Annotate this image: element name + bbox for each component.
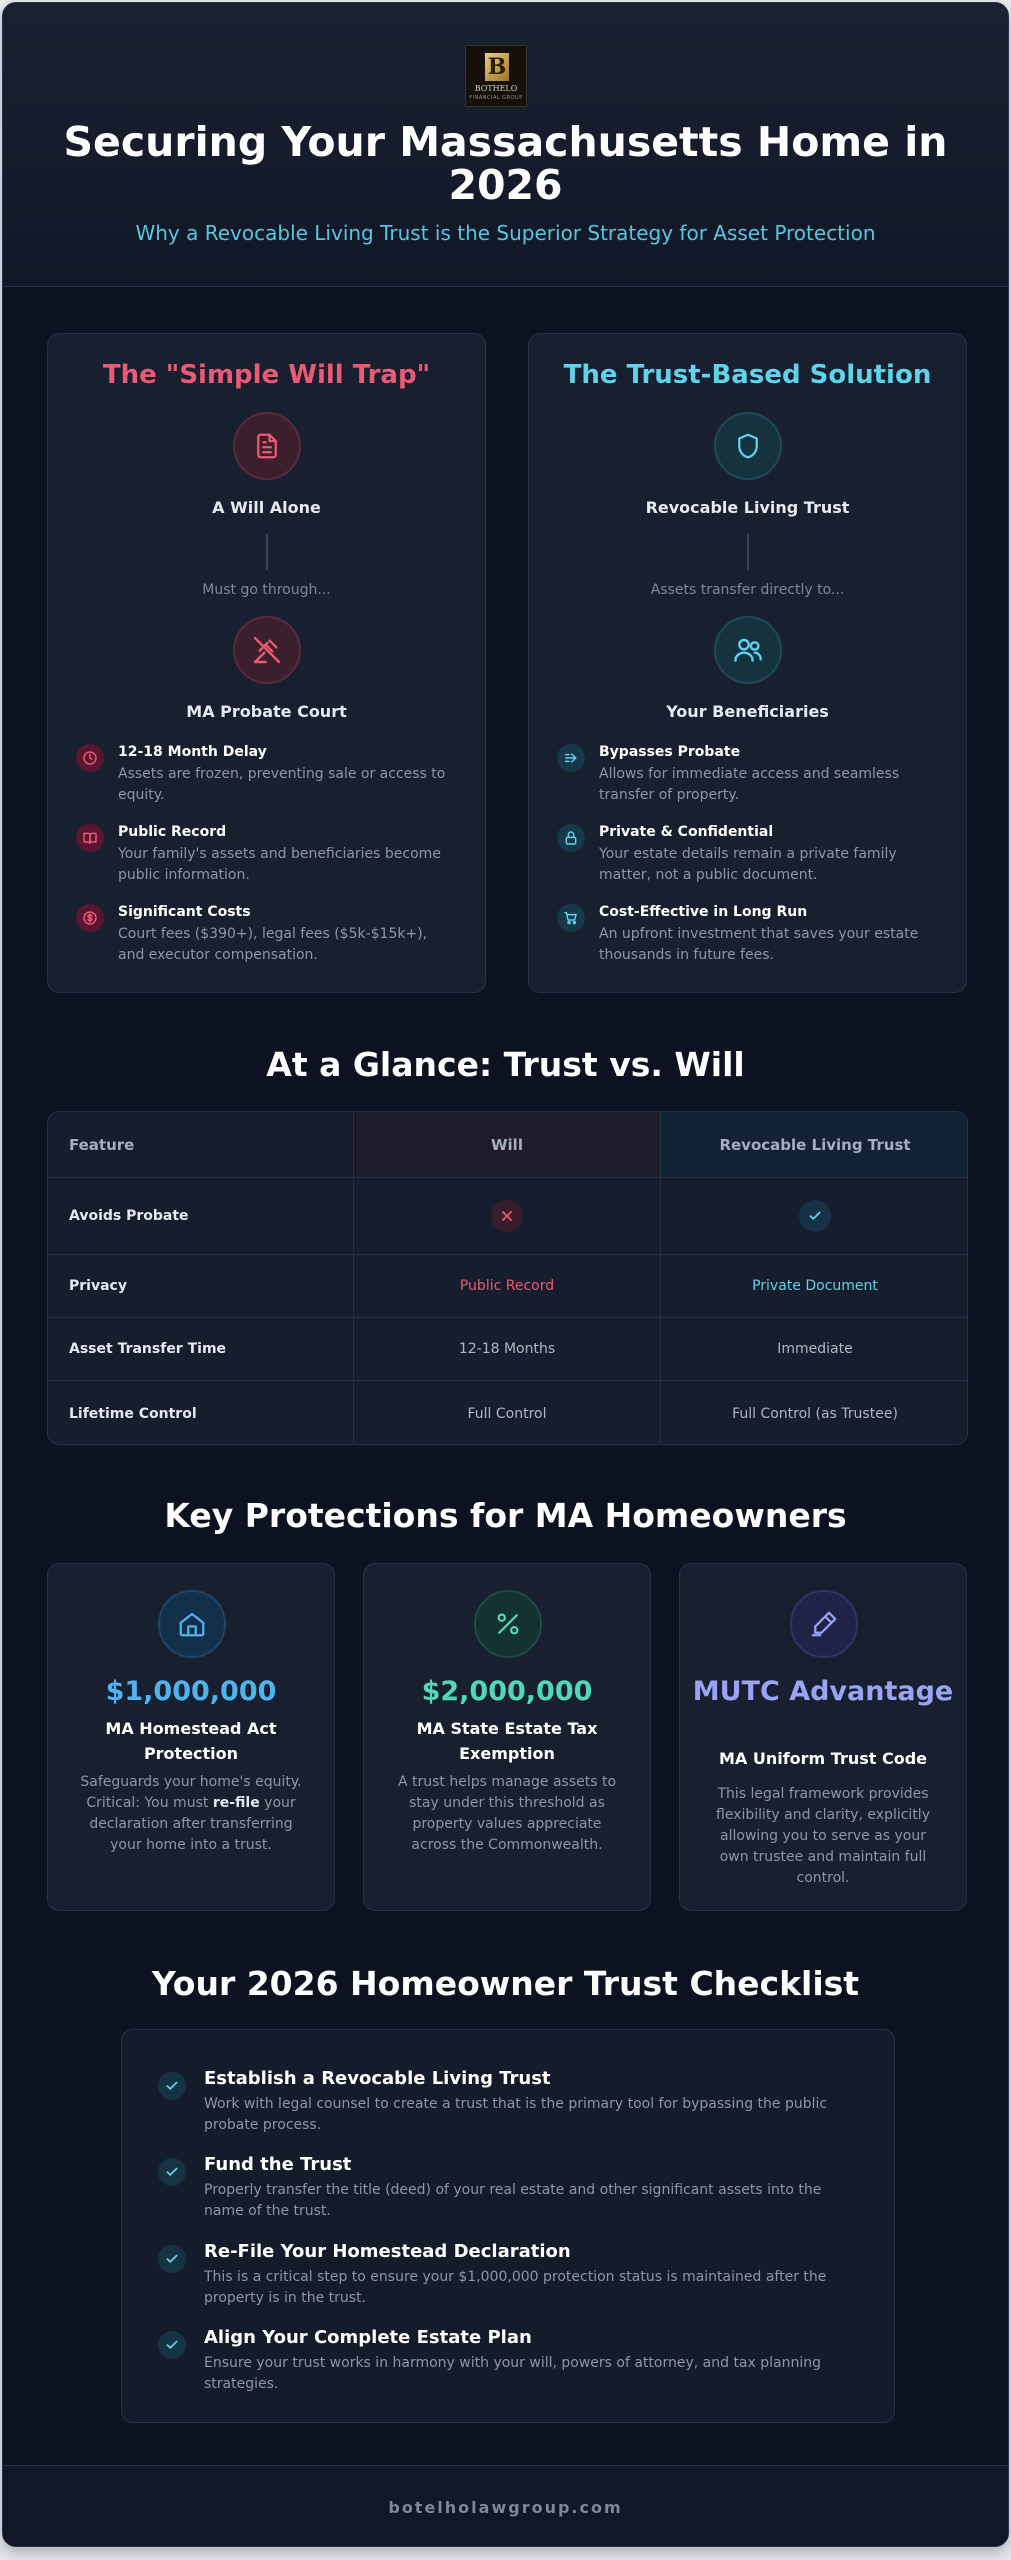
feature-cell: Privacy <box>48 1255 354 1317</box>
logo-tagline: FINANCIAL GROUP <box>469 95 523 101</box>
desc-text: Safeguards your home's equity. Critical: You must <box>80 1774 302 1811</box>
trust-point <box>557 824 938 894</box>
will-point-title: Significant Costs <box>118 904 251 920</box>
trust-cell: Full Control (as Trustee) <box>732 1405 898 1422</box>
arrow-right-icon <box>557 744 585 772</box>
protection-desc <box>76 1772 306 1856</box>
will-cell: 12-18 Months <box>354 1318 661 1380</box>
protection-desc: This legal framework provides flexibility and clarity, explicitly allowing you to serve as your own trustee and maintain full control. <box>716 1786 930 1886</box>
book-icon <box>76 824 104 852</box>
protection-value: $1,000,000 <box>105 1676 277 1707</box>
estate-tax-card <box>363 1563 651 1911</box>
trust-checklist <box>121 2029 895 2423</box>
will-point <box>76 824 457 894</box>
table-header-row <box>48 1112 967 1178</box>
checklist-item-title: Align Your Complete Estate Plan <box>204 2327 532 2348</box>
will-point-title: 12-18 Month Delay <box>118 744 267 760</box>
will-card-title: The "Simple Will Trap" <box>102 360 431 390</box>
will-cell: Full Control <box>354 1381 661 1445</box>
table-row <box>48 1318 967 1381</box>
check-icon <box>158 2245 186 2273</box>
will-end-label: MA Probate Court <box>186 702 347 721</box>
logo-name: BOTHELO <box>474 84 518 93</box>
trust-solution-card <box>528 333 967 993</box>
checklist-item-title: Re-File Your Homestead Declaration <box>204 2241 571 2262</box>
checklist-item-desc: Properly transfer the title (deed) of your real estate and other significant assets into the name of the trust. <box>204 2182 822 2219</box>
table-row <box>48 1255 967 1318</box>
home-icon <box>158 1590 226 1658</box>
clock-icon <box>76 744 104 772</box>
checklist-item-title: Fund the Trust <box>204 2154 352 2175</box>
feature-cell: Lifetime Control <box>48 1381 354 1445</box>
company-logo <box>465 45 527 107</box>
column-header-will: Will <box>354 1112 661 1177</box>
trust-point-title: Cost-Effective in Long Run <box>599 904 808 920</box>
will-point-desc: Assets are frozen, preventing sale or access to equity. <box>118 766 446 803</box>
trust-point-title: Bypasses Probate <box>599 744 741 760</box>
will-point-desc: Court fees ($390+), legal fees ($5k-$15k+), and executor compensation. <box>118 926 428 963</box>
checklist-item-title: Establish a Revocable Living Trust <box>204 2068 551 2089</box>
desc-text: your declaration after transferring your home into a trust. <box>89 1795 296 1853</box>
users-icon <box>714 616 782 684</box>
mutc-card <box>679 1563 967 1911</box>
will-point <box>76 744 457 814</box>
will-point-desc: Your family's assets and beneficiaries become public information. <box>118 846 441 883</box>
protection-value: MUTC Advantage <box>692 1676 954 1707</box>
footer-website-link[interactable]: botelholawgroup.com <box>388 2498 623 2517</box>
glance-heading: At a Glance: Trust vs. Will <box>266 1045 745 1084</box>
page-title: Securing Your Massachusetts Home in 2026 <box>63 118 948 209</box>
check-icon <box>799 1200 831 1232</box>
page-subtitle: Why a Revocable Living Trust is the Superior Strategy for Asset Protection <box>135 221 876 245</box>
desc-emphasis: re-file <box>212 1795 260 1811</box>
checklist-item-desc: Work with legal counsel to create a trust that is the primary tool for bypassing the public probate process. <box>204 2096 828 2133</box>
dollar-icon <box>76 904 104 932</box>
will-trap-card <box>47 333 486 993</box>
will-start-label: A Will Alone <box>212 498 321 517</box>
trust-cell: Private Document <box>752 1278 878 1294</box>
will-point <box>76 904 457 974</box>
logo-letter: B <box>485 53 509 81</box>
trust-point-title: Private & Confidential <box>599 824 774 840</box>
document-icon <box>233 412 301 480</box>
column-header-trust: Revocable Living Trust <box>661 1112 968 1177</box>
trust-card-title: The Trust-Based Solution <box>563 360 932 390</box>
trust-cell: Immediate <box>777 1341 853 1357</box>
table-row <box>48 1178 967 1255</box>
protection-desc: A trust helps manage assets to stay under this threshold as property values appreciate across the Commonwealth. <box>397 1774 617 1853</box>
trust-point <box>557 744 938 814</box>
cart-icon <box>557 904 585 932</box>
protections-heading: Key Protections for MA Homeowners <box>164 1496 847 1535</box>
checklist-item <box>158 2327 858 2403</box>
check-icon <box>158 2158 186 2186</box>
will-cell <box>354 1178 661 1254</box>
checklist-item <box>158 2154 858 2230</box>
flow-connector <box>747 534 749 570</box>
checklist-item <box>158 2068 858 2144</box>
gavel-icon <box>233 616 301 684</box>
column-header-feature: Feature <box>48 1112 354 1177</box>
homestead-card <box>47 1563 335 1911</box>
cross-icon <box>491 1200 523 1232</box>
checklist-item-desc: Ensure your trust works in harmony with your will, powers of attorney, and tax planning strategies. <box>204 2355 821 2392</box>
page-header <box>3 3 1008 287</box>
lock-icon <box>557 824 585 852</box>
trust-connector-text: Assets transfer directly to... <box>650 582 845 598</box>
feature-cell: Avoids Probate <box>48 1178 354 1254</box>
trust-end-label: Your Beneficiaries <box>666 702 829 721</box>
trust-point-desc: An upfront investment that saves your estate thousands in future fees. <box>599 926 919 963</box>
checklist-item <box>158 2241 858 2317</box>
percent-icon <box>474 1590 542 1658</box>
feature-cell: Asset Transfer Time <box>48 1318 354 1380</box>
comparison-table <box>47 1111 968 1445</box>
shield-icon <box>714 412 782 480</box>
check-icon <box>158 2331 186 2359</box>
protection-subtitle: MA Homestead Act Protection <box>105 1719 277 1763</box>
will-point-title: Public Record <box>118 824 227 840</box>
checklist-item-desc: This is a critical step to ensure your $1,000,000 protection status is maintained after the property is in the trust. <box>204 2269 827 2306</box>
footer <box>3 2465 1008 2547</box>
checklist-heading: Your 2026 Homeowner Trust Checklist <box>151 1964 860 2003</box>
trust-cell <box>661 1178 968 1254</box>
trust-start-label: Revocable Living Trust <box>645 498 850 517</box>
pen-icon <box>790 1590 858 1658</box>
protection-value: $2,000,000 <box>421 1676 593 1707</box>
table-row <box>48 1381 967 1445</box>
protection-subtitle: MA State Estate Tax Exemption <box>416 1719 598 1763</box>
will-connector-text: Must go through... <box>202 582 331 598</box>
flow-connector <box>266 534 268 570</box>
will-cell: Public Record <box>354 1255 661 1317</box>
trust-point-desc: Your estate details remain a private family matter, not a public document. <box>599 846 897 883</box>
trust-point-desc: Allows for immediate access and seamless transfer of property. <box>599 766 900 803</box>
protection-subtitle: MA Uniform Trust Code <box>718 1749 928 1768</box>
infographic-frame <box>2 2 1009 2547</box>
trust-point <box>557 904 938 974</box>
check-icon <box>158 2072 186 2100</box>
